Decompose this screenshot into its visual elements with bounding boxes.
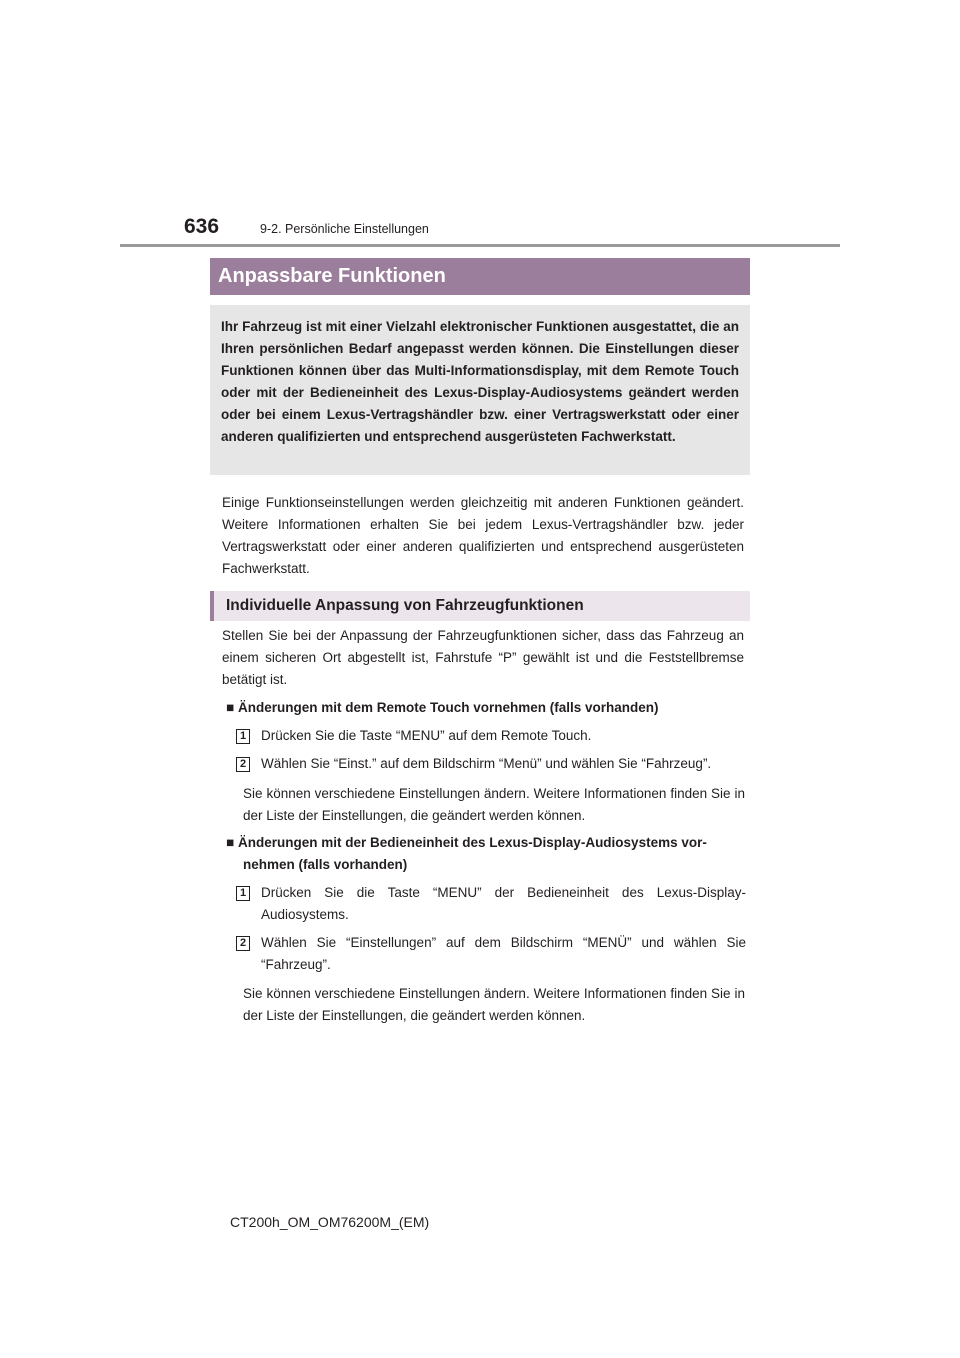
- step-badge: 2: [236, 757, 250, 772]
- section-heading-display-audio: [226, 832, 746, 854]
- bullet-icon: ■: [226, 835, 235, 850]
- step-badge: 1: [236, 729, 250, 744]
- step-text: Drücken Sie die Taste “MENU” der Bedieneinheit des Lexus-Display-Audiosystems.: [261, 885, 746, 922]
- bullet-icon: ■: [226, 700, 235, 715]
- intro-box: Ihr Fahrzeug ist mit einer Vielzahl elektronischer Funktionen ausgestattet, die an Ihren persönlichen Bedarf angepasst werden können. Die Einstellungen dieser Funktionen können über das Multi-Informationsdisplay, mit dem Remote Touch oder mit der Bedieneinheit des Lexus-Display-Audiosystems geändert werden oder bei einem Lexus-Vertragshändler bzw. einer Vertragswerkstatt oder einer anderen qualifizierten und entsprechend ausgerüsteten Fachwerkstatt.: [210, 305, 750, 475]
- step-badge: 2: [236, 936, 250, 951]
- step-text: Wählen Sie “Einst.” auf dem Bildschirm “Menü” und wählen Sie “Fahrzeug”.: [261, 756, 712, 771]
- page-number: 636: [184, 215, 220, 238]
- section-heading-continuation: nehmen (falls vorhanden): [243, 857, 408, 872]
- step-badge: 1: [236, 886, 250, 901]
- section-note: Sie können verschiedene Einstellungen ändern. Weitere Informationen finden Sie in der Liste der Einstellungen, die geändert werden können.: [243, 986, 745, 1023]
- section-reference: 9-2. Persönliche Einstellungen: [260, 222, 429, 236]
- paragraph-functions: Einige Funktionseinstellungen werden gleichzeitig mit anderen Funktionen geändert. Weitere Informationen erhalten Sie bei jedem Lexus-Vertragshändler bzw. jeder Vertragswerkstatt oder einer anderen qualifizierten und entsprechend ausgerüsteten Fachwerkstatt.: [222, 495, 744, 576]
- page-title: Anpassbare Funktionen: [210, 258, 750, 295]
- step-text: Drücken Sie die Taste “MENU” auf dem Remote Touch.: [261, 728, 592, 743]
- section-note: Sie können verschiedene Einstellungen ändern. Weitere Informationen finden Sie in der Liste der Einstellungen, die geändert werden können.: [243, 786, 745, 823]
- subheading: Individuelle Anpassung von Fahrzeugfunktionen: [210, 591, 750, 621]
- section-heading-text: Änderungen mit dem Remote Touch vornehmen (falls vorhanden): [238, 700, 659, 715]
- document-code: CT200h_OM_OM76200M_(EM): [230, 1214, 430, 1230]
- header-rule: [120, 244, 840, 247]
- section-heading-text: Änderungen mit der Bedieneinheit des Lexus-Display-Audiosystems vor-: [238, 835, 707, 850]
- paragraph-safety: Stellen Sie bei der Anpassung der Fahrzeugfunktionen sicher, dass das Fahrzeug an einem sicheren Ort abgestellt ist, Fahrstufe “P” gewählt ist und die Feststellbremse betätigt ist.: [222, 628, 744, 687]
- section-heading-remote-touch: [226, 697, 746, 719]
- step-text: Wählen Sie “Einstellungen” auf dem Bildschirm “MENÜ” und wählen Sie “Fahrzeug”.: [261, 935, 746, 972]
